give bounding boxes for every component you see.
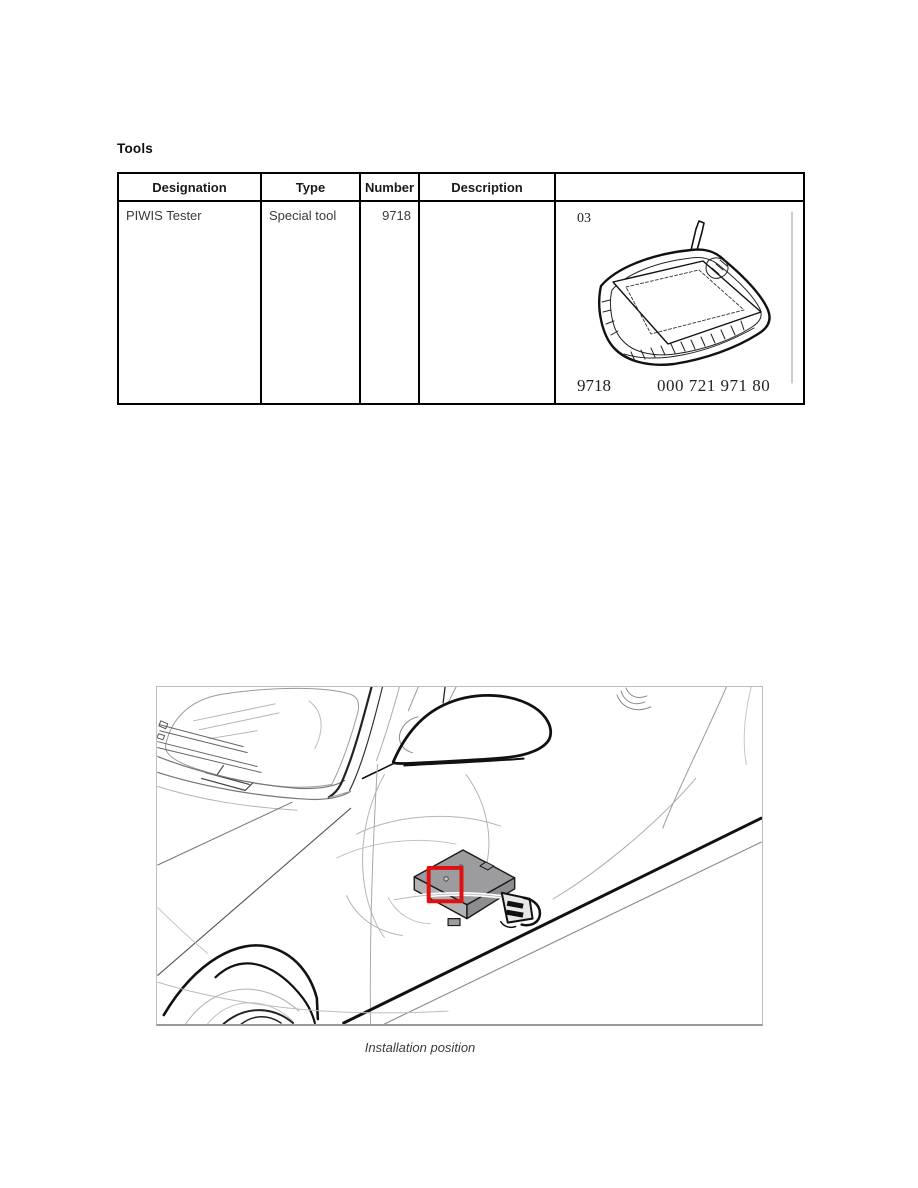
piwis-tester-drawing: [556, 202, 801, 393]
tool-number-caption: 9718: [577, 376, 611, 395]
figure-caption: Installation position: [364, 1040, 476, 1055]
table-header-row: [118, 173, 804, 201]
tools-heading: Tools: [117, 141, 153, 156]
tool-part-number: 000 721 971 80: [657, 376, 771, 395]
tool-figure-label: 03: [577, 211, 591, 226]
col-header-number: Number: [360, 173, 419, 201]
cell-designation: PIWIS Tester: [118, 201, 261, 404]
table-row: [118, 201, 804, 404]
col-header-type: Type: [261, 173, 360, 201]
installation-figure: [156, 686, 763, 1026]
cell-type: Special tool: [261, 201, 360, 404]
cell-number: 9718: [360, 201, 419, 404]
cell-tool-image: [555, 201, 804, 404]
col-header-description: Description: [419, 173, 555, 201]
car-line-art: [157, 687, 762, 1024]
control-module: [394, 850, 540, 927]
col-header-designation: Designation: [118, 173, 261, 201]
col-header-image: [555, 173, 804, 201]
tools-table: [117, 172, 805, 405]
cell-description: [419, 201, 555, 404]
